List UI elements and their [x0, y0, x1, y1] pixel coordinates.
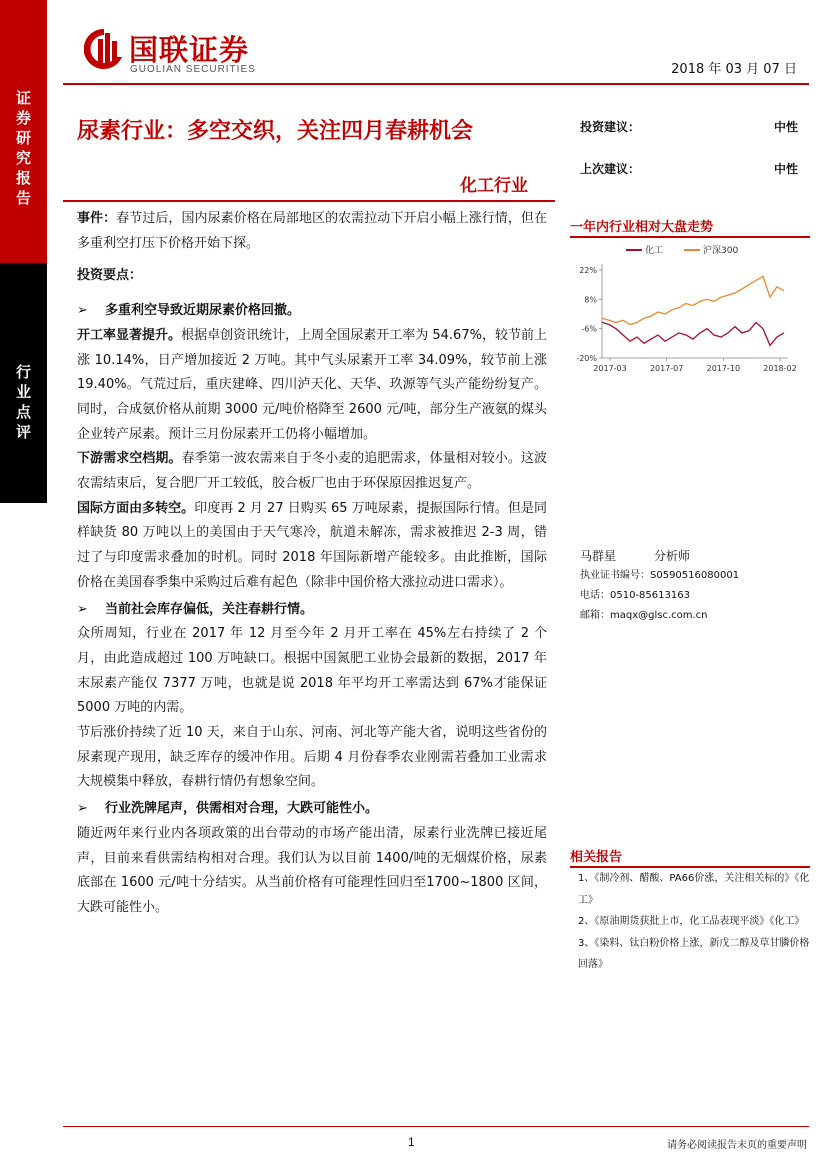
- paragraph-label: 下游需求空档期。: [77, 451, 182, 467]
- rating-previous-label: 上次建议：: [580, 162, 641, 176]
- cert-label: 执业证书编号：: [580, 570, 650, 581]
- legend-label: 沪深300: [703, 246, 739, 256]
- paragraph: [77, 447, 547, 496]
- bullet-point: [77, 299, 547, 324]
- event-paragraph: [77, 207, 547, 256]
- paragraph-text: 随近两年来行业内各项政策的出台带动的市场产能出清，尿素行业洗牌已接近尾声，目前来看供需结构相对合理。我们认为以目前 1400/吨的无烟煤价格，尿素底部在 1600 元/吨十分结实。从当前价格有可能理性回归至1700~1800 区间，大跌可能性小。: [77, 825, 547, 915]
- report-date: 2018 年 03 月 07 日: [671, 62, 797, 77]
- y-tick-label: 22%: [579, 266, 597, 275]
- logo-text-cn: 国联证券: [129, 33, 250, 67]
- related-section-title: 相关报告: [570, 850, 623, 865]
- event-text: 春节过后，国内尿素价格在局部地区的农需拉动下开启小幅上涨行情，但在多重利空打压下价格开始下探。: [77, 211, 547, 251]
- paragraph: [77, 324, 547, 448]
- phone-label: 电话：: [580, 590, 610, 601]
- x-tick-label: 2017-03: [593, 364, 627, 373]
- rating-current-label: 投资建议：: [580, 120, 641, 134]
- x-tick-label: 2018-02: [763, 364, 797, 373]
- paragraph-label: 国际方面由多转空。: [77, 500, 195, 516]
- legend-label: 化工: [645, 246, 664, 256]
- logo-text-en: GUOLIAN SECURITIES: [130, 64, 256, 75]
- analyst-role: 分析师: [654, 549, 691, 563]
- title-divider: [63, 200, 555, 202]
- related-report-item[interactable]: 2、《原油期货获批上市，化工品表现平淡》《化工》: [578, 916, 805, 927]
- arrow-icon: ➢: [77, 303, 88, 319]
- email-link[interactable]: maqx@glsc.com.cn: [610, 610, 708, 621]
- related-report-item[interactable]: 3、《染料、钛白粉价格上涨，新戊二醇及草甘膦价格回落》: [578, 937, 810, 970]
- chart-section-divider: [570, 236, 810, 238]
- analyst-name: 马群星: [580, 549, 617, 563]
- bullet-text: 当前社会库存偏低，关注春耕行情。: [105, 601, 314, 617]
- paragraph-text: 众所周知，行业在 2017 年 12 月至今年 2 月开工率在 45%左右持续了 2 个月，由此造成超过 100 万吨缺口。根据中国氮肥工业协会最新的数据，2017 年末尿素产能仅 7377 万吨，也就是说 2018 年平均开工率需达到 67%才能保证 5000 万吨的内需。: [77, 626, 547, 716]
- email-label: 邮箱：: [580, 610, 610, 621]
- related-reports-list: [578, 868, 810, 976]
- y-tick-label: -6%: [581, 324, 597, 334]
- bullet-text: 多重利空导致近期尿素价格回撤。: [105, 303, 301, 319]
- report-body: [77, 207, 547, 921]
- phone-number: 0510-85613163: [610, 590, 690, 601]
- paragraph-label: 开工率显著提升。: [77, 327, 182, 343]
- bullet-text: 行业洗牌尾声，供需相对合理，大跌可能性小。: [105, 801, 379, 817]
- x-tick-label: 2017-07: [649, 364, 684, 373]
- paragraph-text: 春季第一波农需来自于冬小麦的追肥需求，体量相对较小。这波农需结束后，复合肥厂开工较低，胶合板厂也由于环保原因推迟复产。: [77, 451, 547, 492]
- cert-number: S0590516080001: [650, 570, 740, 581]
- series-line-csi300: [602, 276, 784, 324]
- y-tick-label: 8%: [584, 295, 597, 305]
- rating-current-value: 中性: [773, 120, 798, 134]
- footer-divider: [63, 1126, 809, 1127]
- page-number: 1: [408, 1135, 415, 1149]
- paragraph: [77, 497, 547, 596]
- x-tick-label: 2017-10: [706, 364, 741, 373]
- event-label: 事件：: [77, 211, 117, 226]
- related-report-item[interactable]: 1、《制冷剂、醋酸、PA66价涨，关注相关标的》《化工》: [578, 873, 810, 906]
- analyst-info: [580, 546, 739, 626]
- arrow-icon: ➢: [77, 601, 88, 617]
- sidebar-category-label: 行 业 点 评: [15, 363, 31, 441]
- footer-disclaimer: 请务必阅读报告末页的重要声明: [667, 1140, 807, 1151]
- paragraph-text: 印度再 2 月 27 日购买 65 万吨尿素，提振国际行情。但是同样缺货 80 万吨以上的美国由于天气寒冷，航道未解冻，需求被推迟 2-3 周，错过了与印度需求叠加的时机。同时 2018 年国际新增产能较多。由此推断，国际价格在美国春季集中采购过后难有起色（除非中国价格大涨拉动进口需求）。: [77, 500, 547, 590]
- rating-previous-value: 中性: [773, 162, 798, 176]
- paragraph-text: 根据卓创资讯统计，上周全国尿素开工率为 54.67%，较节前上涨 10.14%，日产增加接近 2 万吨。其中气头尿素开工率 34.09%，较节前上涨 19.40%。气荒过后，重庆建峰、四川泸天化、天华、玖源等气头产能纷纷复产。同时，合成氨价格从前期 3000 元/吨价格降至 2600 元/吨，部分生产液氨的煤头企业转产尿素。预计三月份尿素开工仍将小幅增加。: [77, 327, 547, 442]
- chart-section-title: 一年内行业相对大盘走势: [570, 220, 714, 235]
- sidebar-report-type-label: 证 券 研 究 报 告: [15, 89, 31, 207]
- series-line-chemical: [602, 322, 784, 345]
- report-title: 尿素行业：多空交织，关注四月春耕机会: [77, 119, 474, 144]
- y-tick-label: -20%: [576, 354, 597, 363]
- paragraph-text: 节后涨价持续了近 10 天，来自于山东、河南、河北等产能大省，说明这些省份的尿素现产现用，缺乏库存的缓冲作用。后期 4 月份春季农业刚需若叠加工业需求大规模集中释放，春耕行情仍有想象空间。: [77, 725, 547, 790]
- points-heading: 投资要点：: [77, 268, 143, 284]
- header-divider: [63, 83, 809, 85]
- industry-label: 化工行业: [460, 176, 528, 196]
- rating-current: [580, 118, 798, 135]
- rating-previous: [580, 160, 798, 177]
- relative-performance-chart: [570, 240, 810, 380]
- bullet-point: [77, 598, 547, 623]
- arrow-icon: ➢: [77, 801, 88, 817]
- guolian-logo-icon: [84, 27, 124, 71]
- bullet-point: [77, 797, 547, 822]
